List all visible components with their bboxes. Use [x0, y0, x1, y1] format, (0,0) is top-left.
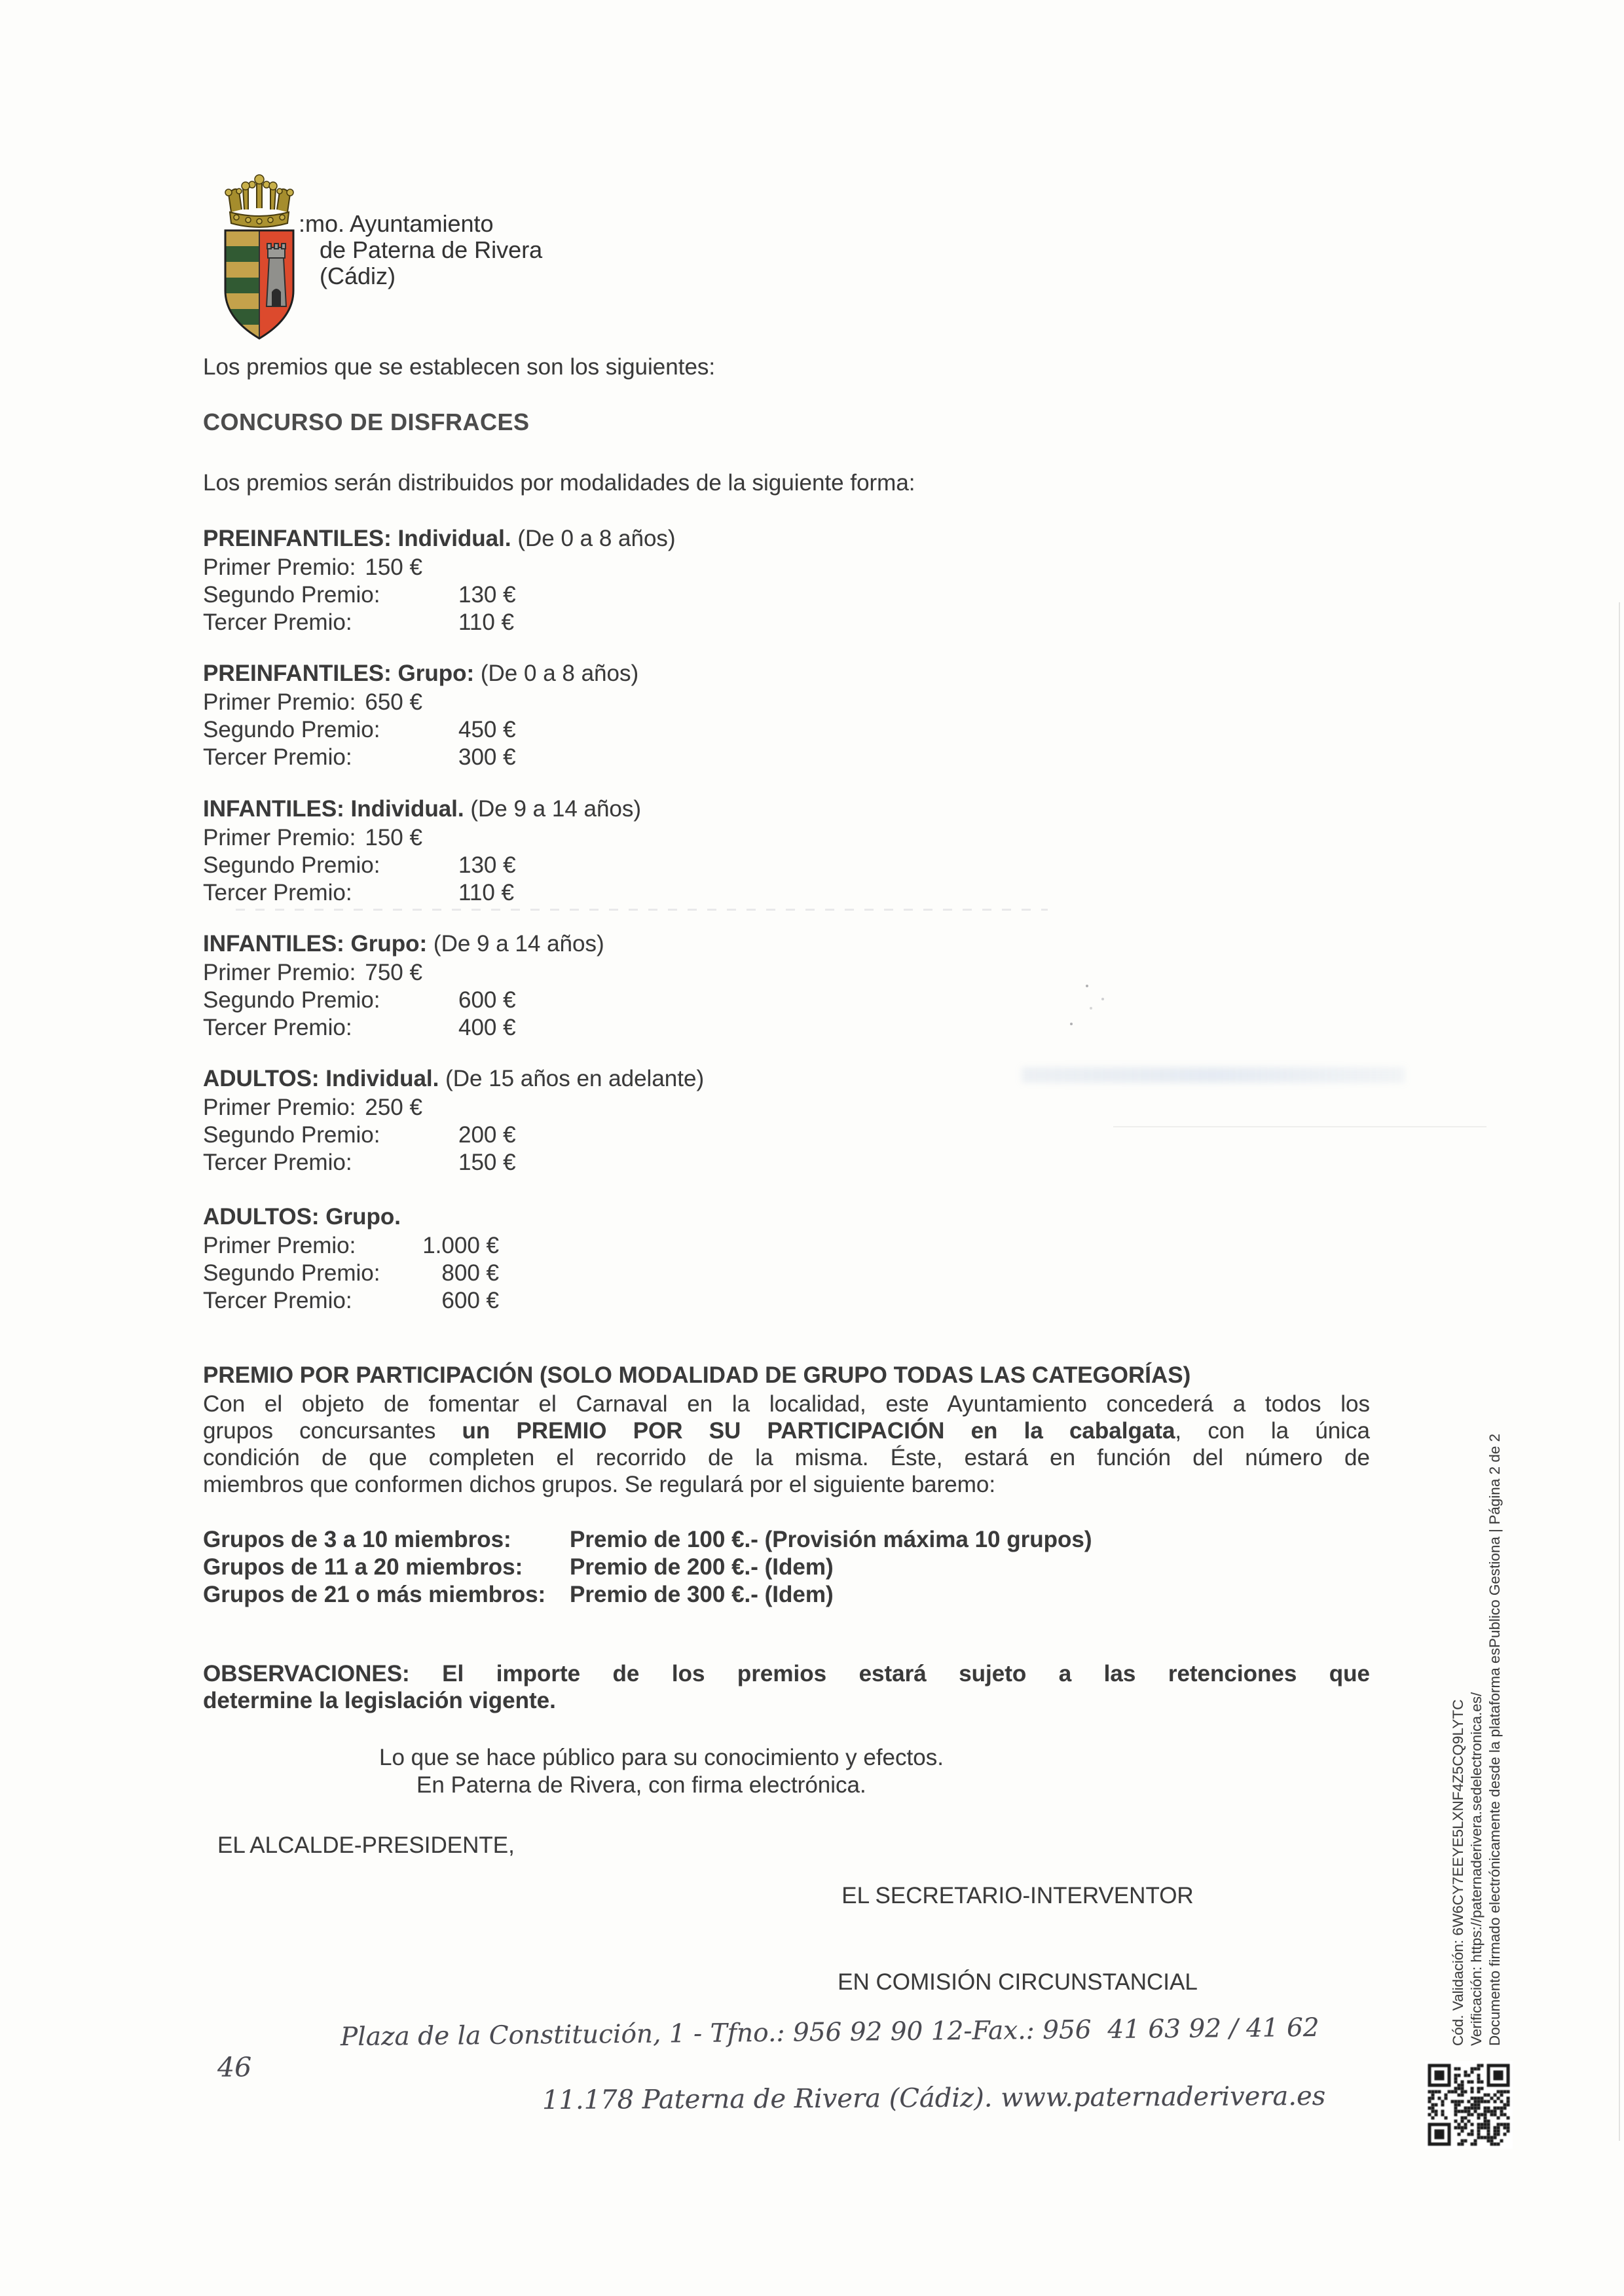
coat-of-arms-logo	[219, 172, 299, 344]
footer-page-number: 46	[217, 2052, 252, 2083]
coat-of-arms-icon	[219, 172, 299, 340]
prize-label: Tercer Premio:	[203, 610, 352, 635]
prize-block	[203, 1202, 1120, 1315]
sidebar-signature-note: Documento firmado electrónicamente desde la plataforma esPublico Gestiona | Página 2 de 2	[1486, 1433, 1503, 2046]
prize-row	[203, 1121, 1120, 1149]
prize-row	[203, 824, 1120, 852]
scan-artifact-faint-line	[1113, 1126, 1486, 1127]
prize-row	[203, 581, 1120, 609]
prize-block-title: PREINFANTILES: Grupo: (De 0 a 8 años)	[203, 661, 639, 686]
org-name-line1: :mo. Ayuntamiento	[299, 210, 494, 237]
org-name-line2: de Paterna de Rivera	[320, 236, 543, 263]
sidebar-validation-code: Cód. Validación: 6W6CY7EEYE5LXNF4Z5CQ9LYTC	[1450, 1699, 1466, 2046]
scale-row	[203, 1525, 1092, 1554]
scan-artifact-page-edge	[1619, 602, 1620, 2141]
prize-value: 600 €	[458, 987, 516, 1013]
prize-block	[203, 929, 1120, 1042]
prize-label: Segundo Premio:	[203, 582, 380, 608]
prize-row	[203, 689, 1120, 716]
prize-value: 300 €	[458, 744, 516, 770]
prize-block-title: INFANTILES: Individual. (De 9 a 14 años)	[203, 796, 642, 822]
prize-row	[203, 1260, 1120, 1287]
prize-value: 400 €	[458, 1015, 516, 1040]
prize-label: Segundo Premio:	[203, 1122, 380, 1148]
scale-label: Grupos de 21 o más miembros:	[203, 1582, 546, 1607]
prize-block	[203, 659, 1120, 771]
scan-artifact-dot	[1090, 1007, 1092, 1010]
footer-address: Plaza de la Constitución, 1 - Tfno.: 956 92 90 12-Fax.: 956 41 63 92 / 41 62	[340, 2013, 1320, 2052]
prize-label: Tercer Premio:	[203, 880, 352, 905]
prize-row	[203, 1094, 1120, 1121]
prize-label: Segundo Premio:	[203, 1260, 380, 1286]
scan-artifact-dot	[1101, 998, 1104, 1000]
prize-label: Segundo Premio:	[203, 852, 380, 878]
prize-row	[203, 879, 1120, 907]
prize-label: Tercer Premio:	[203, 1288, 352, 1313]
signature-right-line2: EN COMISIÓN CIRCUNSTANCIAL	[838, 1969, 1198, 1995]
prize-value: 650 €	[365, 689, 422, 715]
paragraph-line: determine la legislación vigente.	[203, 1688, 556, 1713]
prize-label: Primer Premio:	[203, 1095, 356, 1120]
org-name-line3: (Cádiz)	[320, 263, 396, 289]
prize-block-title: ADULTOS: Individual. (De 15 años en adelante)	[203, 1066, 705, 1091]
scale-row	[203, 1553, 834, 1581]
prize-label: Primer Premio:	[203, 960, 356, 985]
closing-line2: En Paterna de Rivera, con firma electrónica.	[416, 1772, 866, 1798]
prize-row	[203, 987, 1120, 1014]
prize-row	[203, 744, 1120, 771]
prize-row	[203, 716, 1120, 744]
intro-text: Los premios que se establecen son los siguientes:	[203, 354, 716, 380]
prize-block	[203, 794, 1120, 907]
scan-artifact-dot	[1070, 1023, 1073, 1025]
prize-label: Primer Premio:	[203, 825, 356, 850]
prize-value: 800 €	[441, 1260, 499, 1286]
prize-value: 1.000 €	[422, 1233, 499, 1258]
prize-row	[203, 1287, 1120, 1315]
prize-value: 110 €	[458, 610, 514, 635]
scale-label: Grupos de 11 a 20 miembros:	[203, 1554, 523, 1580]
scale-row	[203, 1580, 834, 1609]
prize-row	[203, 1232, 1120, 1260]
sidebar-verification-url: Verificación: https://paternaderivera.sedelectronica.es/	[1468, 1692, 1485, 2046]
scale-label: Grupos de 3 a 10 miembros:	[203, 1527, 511, 1552]
prize-value: 150 €	[365, 555, 422, 580]
prize-row	[203, 852, 1120, 879]
participation-paragraph	[203, 1391, 1370, 1498]
prize-block-title: PREINFANTILES: Individual. (De 0 a 8 años)	[203, 526, 676, 551]
scale-value: Premio de 100 €.- (Provisión máxima 10 grupos)	[570, 1527, 1092, 1552]
closing-line1: Lo que se hace público para su conocimiento y efectos.	[379, 1745, 944, 1770]
prize-label: Primer Premio:	[203, 1233, 356, 1258]
prize-block-title: INFANTILES: Grupo: (De 9 a 14 años)	[203, 931, 604, 957]
signature-left: EL ALCALDE-PRESIDENTE,	[217, 1832, 515, 1858]
paragraph-line: miembros que conformen dichos grupos. Se regulará por el siguiente baremo:	[203, 1472, 996, 1497]
prize-label: Primer Premio:	[203, 555, 356, 580]
prize-value: 110 €	[458, 880, 514, 905]
qr-code-icon	[1425, 2061, 1513, 2149]
prize-value: 450 €	[458, 717, 516, 742]
participation-title: PREMIO POR PARTICIPACIÓN (SOLO MODALIDAD DE GRUPO TODAS LAS CATEGORÍAS)	[203, 1362, 1191, 1388]
footer-postal-web: 11.178 Paterna de Rivera (Cádiz). www.paternaderivera.es	[542, 2081, 1326, 2116]
prize-value: 130 €	[458, 852, 516, 878]
paragraph-line: Con el objeto de fomentar el Carnaval en la localidad, este Ayuntamiento concederá a todos los	[203, 1391, 1370, 1417]
prize-label: Tercer Premio:	[203, 1150, 352, 1175]
prize-block	[203, 1064, 1120, 1176]
prize-value: 130 €	[458, 582, 516, 608]
prize-value: 150 €	[365, 825, 422, 850]
scan-artifact-dot	[1086, 985, 1088, 987]
scale-value: Premio de 200 €.- (Idem)	[570, 1554, 834, 1580]
prize-value: 150 €	[458, 1150, 516, 1175]
prize-label: Tercer Premio:	[203, 1015, 352, 1040]
prize-value: 200 €	[458, 1122, 516, 1148]
paragraph-line: grupos concursantes un PREMIO POR SU PARTICIPACIÓN en la cabalgata, con la única	[203, 1418, 1370, 1444]
paragraph-line: condición de que completen el recorrido de la misma. Éste, estará en función del número de	[203, 1445, 1370, 1470]
prize-label: Primer Premio:	[203, 689, 356, 715]
observations-paragraph	[203, 1660, 1370, 1714]
prize-label: Tercer Premio:	[203, 744, 352, 770]
prize-label: Segundo Premio:	[203, 717, 380, 742]
scan-artifact-dotted-streak	[236, 909, 1048, 911]
prize-value: 250 €	[365, 1095, 422, 1120]
prize-row	[203, 1149, 1120, 1176]
prize-row	[203, 1014, 1120, 1042]
prize-value: 600 €	[441, 1288, 499, 1313]
paragraph-line: OBSERVACIONES: El importe de los premios estará sujeto a las retenciones que	[203, 1661, 1370, 1686]
prize-row	[203, 609, 1120, 636]
prize-row	[203, 554, 1120, 581]
signature-right-line1: EL SECRETARIO-INTERVENTOR	[841, 1883, 1194, 1908]
prize-block-title: ADULTOS: Grupo.	[203, 1204, 401, 1230]
intro2-text: Los premios serán distribuidos por modalidades de la siguiente forma:	[203, 470, 915, 496]
prize-block	[203, 524, 1120, 636]
prize-value: 750 €	[365, 960, 422, 985]
section-title: CONCURSO DE DISFRACES	[203, 409, 530, 435]
scale-value: Premio de 300 €.- (Idem)	[570, 1582, 834, 1607]
prize-row	[203, 959, 1120, 987]
prize-label: Segundo Premio:	[203, 987, 380, 1013]
